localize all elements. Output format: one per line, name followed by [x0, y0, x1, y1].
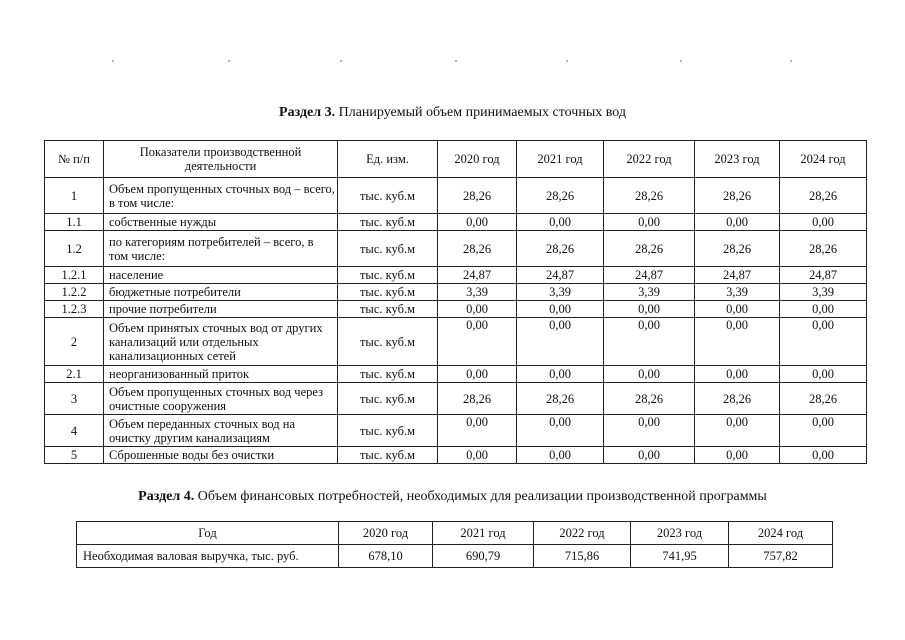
- wastewater-volume-table: [44, 140, 867, 464]
- value-cell: 0,00: [438, 366, 517, 383]
- value-cell: 0,00: [517, 214, 604, 231]
- revenue-value-cell: 690,79: [433, 545, 534, 568]
- indicator-cell: собственные нужды: [104, 214, 338, 231]
- table-row: [45, 366, 867, 383]
- table-row: [45, 178, 867, 214]
- value-cell: 28,26: [780, 383, 867, 415]
- indicator-cell: неорганизованный приток: [104, 366, 338, 383]
- value-cell: 28,26: [438, 178, 517, 214]
- year-cell: 2020 год: [339, 522, 433, 545]
- row-number-cell: 5: [45, 447, 104, 464]
- col-header-num: № п/п: [45, 141, 104, 178]
- value-cell: 0,00: [517, 415, 604, 447]
- value-cell: 0,00: [438, 447, 517, 464]
- indicator-cell: бюджетные потребители: [104, 284, 338, 301]
- table-row: [45, 267, 867, 284]
- col-header-year: 2021 год: [517, 141, 604, 178]
- value-cell: 0,00: [780, 447, 867, 464]
- unit-cell: тыс. куб.м: [338, 214, 438, 231]
- row-number-cell: 1.2: [45, 231, 104, 267]
- unit-cell: тыс. куб.м: [338, 301, 438, 318]
- value-cell: 0,00: [517, 366, 604, 383]
- col-header-year: 2022 год: [604, 141, 695, 178]
- indicator-cell: Объем пропущенных сточных вод – всего, в том числе:: [104, 178, 338, 214]
- value-cell: 0,00: [604, 415, 695, 447]
- value-cell: 0,00: [517, 318, 604, 366]
- indicator-cell: Объем переданных сточных вод на очистку другим канализациям: [104, 415, 338, 447]
- value-cell: 0,00: [604, 447, 695, 464]
- row-number-cell: 1.2.3: [45, 301, 104, 318]
- unit-cell: тыс. куб.м: [338, 267, 438, 284]
- value-cell: 0,00: [604, 214, 695, 231]
- section-3-title-bold: Раздел 3.: [279, 105, 336, 120]
- value-cell: 3,39: [780, 284, 867, 301]
- indicator-cell: население: [104, 267, 338, 284]
- unit-cell: тыс. куб.м: [338, 318, 438, 366]
- indicator-cell: Объем принятых сточных вод от других канализаций или отдельных канализационных сетей: [104, 318, 338, 366]
- financial-header-row: [77, 522, 833, 545]
- row-number-cell: 2.1: [45, 366, 104, 383]
- value-cell: 0,00: [695, 366, 780, 383]
- unit-cell: тыс. куб.м: [338, 178, 438, 214]
- financial-needs-table: [76, 521, 833, 568]
- row-number-cell: 4: [45, 415, 104, 447]
- table-row: [45, 301, 867, 318]
- value-cell: 3,39: [438, 284, 517, 301]
- revenue-value-cell: 741,95: [631, 545, 729, 568]
- table-row: [45, 318, 867, 366]
- value-cell: 28,26: [780, 178, 867, 214]
- value-cell: 0,00: [695, 214, 780, 231]
- value-cell: 28,26: [517, 231, 604, 267]
- row-number-cell: 1.2.2: [45, 284, 104, 301]
- value-cell: 0,00: [517, 301, 604, 318]
- unit-cell: тыс. куб.м: [338, 447, 438, 464]
- col-header-year: 2024 год: [780, 141, 867, 178]
- value-cell: 28,26: [438, 231, 517, 267]
- col-header-year: 2020 год: [438, 141, 517, 178]
- indicator-cell: Сброшенные воды без очистки: [104, 447, 338, 464]
- value-cell: 24,87: [604, 267, 695, 284]
- value-cell: 28,26: [695, 383, 780, 415]
- value-cell: 28,26: [780, 231, 867, 267]
- table-header-row: [45, 141, 867, 178]
- col-header-unit: Ед. изм.: [338, 141, 438, 178]
- value-cell: 0,00: [438, 318, 517, 366]
- value-cell: 28,26: [517, 178, 604, 214]
- year-cell: 2024 год: [729, 522, 833, 545]
- year-cell: 2023 год: [631, 522, 729, 545]
- table-row: [45, 231, 867, 267]
- row-number-cell: 1.2.1: [45, 267, 104, 284]
- value-cell: 0,00: [695, 447, 780, 464]
- scan-artifacts: [0, 60, 905, 64]
- section-3-title-text: Планируемый объем принимаемых сточных вод: [335, 105, 626, 120]
- table-row: [45, 383, 867, 415]
- value-cell: 0,00: [695, 415, 780, 447]
- value-cell: 0,00: [780, 301, 867, 318]
- unit-cell: тыс. куб.м: [338, 231, 438, 267]
- row-number-cell: 3: [45, 383, 104, 415]
- financial-values-row: [77, 545, 833, 568]
- unit-cell: тыс. куб.м: [338, 284, 438, 301]
- section-4-title: [0, 489, 905, 505]
- year-cell: 2021 год: [433, 522, 534, 545]
- value-cell: 0,00: [780, 366, 867, 383]
- value-cell: 28,26: [604, 231, 695, 267]
- value-cell: 28,26: [695, 178, 780, 214]
- revenue-label-cell: Необходимая валовая выручка, тыс. руб.: [77, 545, 339, 568]
- section-4-title-bold: Раздел 4.: [138, 489, 195, 504]
- section-4-title-text: Объем финансовых потребностей, необходимых для реализации производственной программы: [194, 489, 767, 504]
- value-cell: 0,00: [780, 318, 867, 366]
- value-cell: 28,26: [517, 383, 604, 415]
- col-header-indicator: Показатели производственной деятельности: [104, 141, 338, 178]
- unit-cell: тыс. куб.м: [338, 383, 438, 415]
- value-cell: 24,87: [517, 267, 604, 284]
- indicator-cell: Объем пропущенных сточных вод через очистные сооружения: [104, 383, 338, 415]
- revenue-value-cell: 715,86: [534, 545, 631, 568]
- year-cell: 2022 год: [534, 522, 631, 545]
- table-row: [45, 447, 867, 464]
- indicator-cell: по категориям потребителей – всего, в том числе:: [104, 231, 338, 267]
- indicator-cell: прочие потребители: [104, 301, 338, 318]
- value-cell: 24,87: [695, 267, 780, 284]
- row-number-cell: 2: [45, 318, 104, 366]
- unit-cell: тыс. куб.м: [338, 366, 438, 383]
- value-cell: 0,00: [604, 366, 695, 383]
- unit-cell: тыс. куб.м: [338, 415, 438, 447]
- value-cell: 3,39: [604, 284, 695, 301]
- section-3-title: [0, 105, 905, 121]
- value-cell: 0,00: [517, 447, 604, 464]
- value-cell: 24,87: [780, 267, 867, 284]
- row-number-cell: 1.1: [45, 214, 104, 231]
- value-cell: 0,00: [780, 214, 867, 231]
- value-cell: 3,39: [695, 284, 780, 301]
- value-cell: 0,00: [604, 301, 695, 318]
- value-cell: 28,26: [695, 231, 780, 267]
- value-cell: 0,00: [438, 214, 517, 231]
- value-cell: 0,00: [438, 301, 517, 318]
- value-cell: 0,00: [695, 301, 780, 318]
- value-cell: 24,87: [438, 267, 517, 284]
- value-cell: 0,00: [780, 415, 867, 447]
- row-number-cell: 1: [45, 178, 104, 214]
- value-cell: 0,00: [438, 415, 517, 447]
- value-cell: 3,39: [517, 284, 604, 301]
- table-row: [45, 214, 867, 231]
- value-cell: 28,26: [604, 178, 695, 214]
- value-cell: 28,26: [604, 383, 695, 415]
- table-row: [45, 415, 867, 447]
- revenue-value-cell: 757,82: [729, 545, 833, 568]
- value-cell: 28,26: [438, 383, 517, 415]
- year-label-cell: Год: [77, 522, 339, 545]
- revenue-value-cell: 678,10: [339, 545, 433, 568]
- table-row: [45, 284, 867, 301]
- value-cell: 0,00: [695, 318, 780, 366]
- value-cell: 0,00: [604, 318, 695, 366]
- col-header-year: 2023 год: [695, 141, 780, 178]
